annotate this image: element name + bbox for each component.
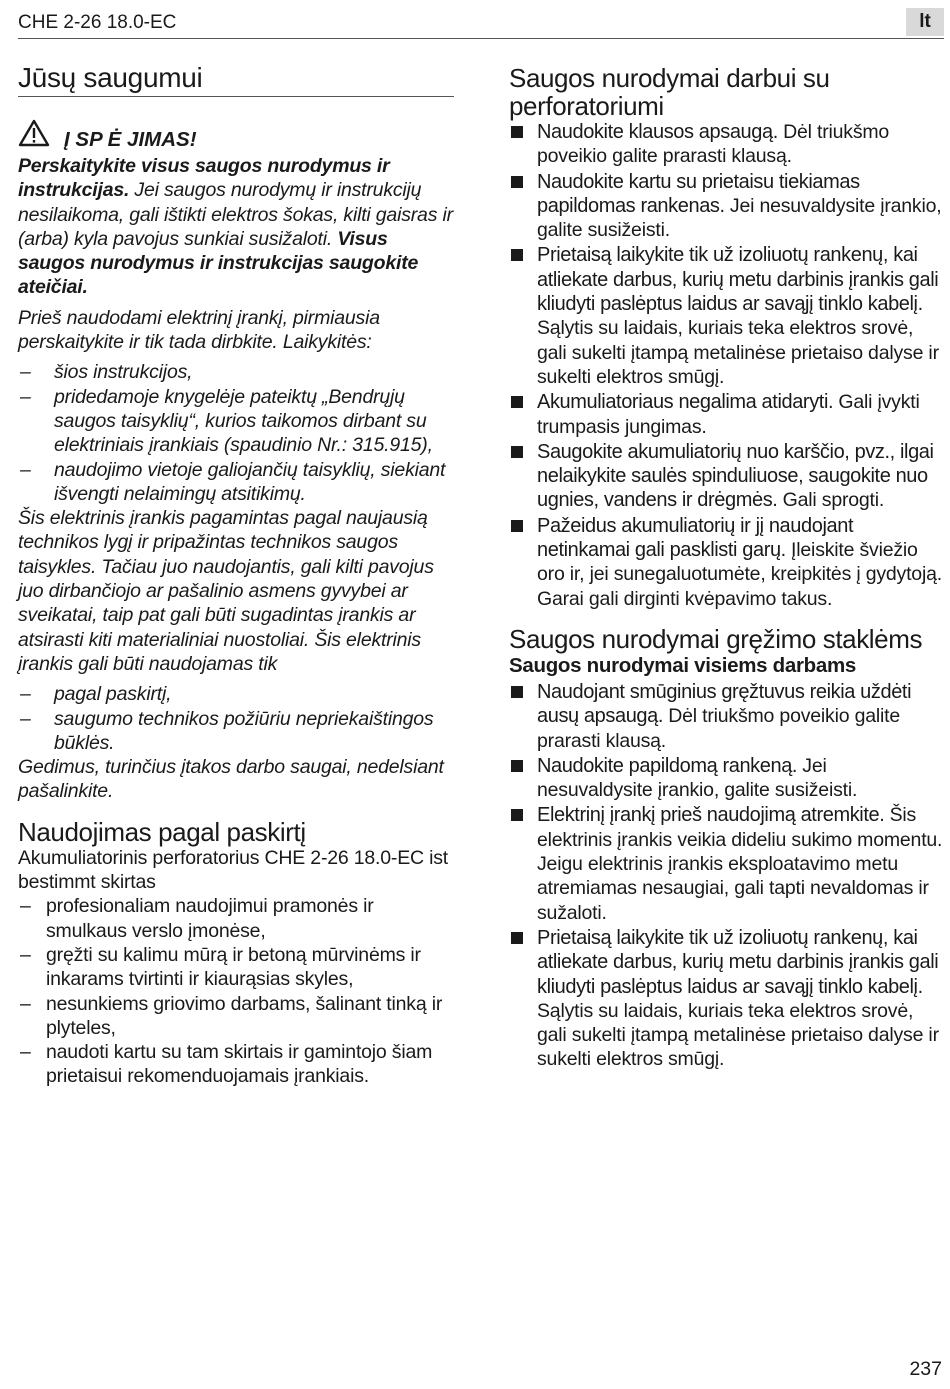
list-item: Saugokite akumuliatorių nuo karščio, pvz., ilgai nelaikykite saulės spinduliuose, saugokite nuo ugnies, vandens ir drėgmės. Gali sprogti. xyxy=(509,440,945,513)
list-item: Akumuliatoriaus negalima atidaryti. Gali įvykti trumpasis jungimas. xyxy=(509,390,945,439)
right-column xyxy=(509,64,945,1073)
warning-paragraph-2: Prieš naudodami elektrinį įrankį, pirmiausia perskaitykite ir tik tada dirbkite. Laikykitės: xyxy=(18,306,380,354)
page-number: 237 xyxy=(909,1358,942,1380)
drill-safety-title: Saugos nurodymai gręžimo staklėms xyxy=(509,623,923,654)
list-item: Naudokite papildomą rankeną. Jei nesuvaldysite įrankio, galite susižeisti. xyxy=(509,754,945,803)
hammer-safety-list xyxy=(509,120,945,611)
square-bullet-icon xyxy=(511,446,523,458)
warning-paragraph-4: Gedimus, turinčius įtakos darbo saugai, nedelsiant pašalinkite. xyxy=(18,756,444,803)
warning-heading: Į SP Ė JIMAS! xyxy=(64,128,197,151)
list-item: – naudoti kartu su tam skirtais ir gamintojo šiam prietaisui rekomenduojamais įrankiais. xyxy=(18,1040,454,1089)
square-bullet-icon xyxy=(511,809,523,821)
list-item: Prietaisą laikykite tik už izoliuotų rankenų, kai atliekate darbus, kurių metu darbinis įrankis gali kliudyti paslėptus laidus ar savąjį tinklo kabelį. Sąlytis su laidais, kuriais teka elektros srovė, gali sukelti įtampą metalinėse prietaiso dalyse ir sukelti elektros smūgį. xyxy=(509,243,945,389)
usage-list xyxy=(18,894,454,1088)
usage-condition-list xyxy=(18,682,454,755)
list-item: Elektrinį įrankį prieš naudojimą atremkite. Šis elektrinis įrankis veikia dideliu sukimo momentu. Jeigu elektrinis įrankis eksploatavimo metu atremiamas nesaugiai, gali tapti nevaldomas ir sužaloti. xyxy=(509,803,945,924)
list-item: – naudojimo vietoje galiojančių taisyklių, siekiant išvengti nelaimingų atsitikimų. xyxy=(18,458,454,507)
square-bullet-icon xyxy=(511,396,523,408)
usage-intro: Akumuliatorinis perforatorius CHE 2-26 18.0-EC ist bestimmt skirtas xyxy=(18,846,449,894)
list-item: Naudokite klausos apsaugą. Dėl triukšmo poveikio galite prarasti klausą. xyxy=(509,120,945,169)
list-item: – pagal paskirtį, xyxy=(18,682,454,706)
square-bullet-icon xyxy=(511,176,523,188)
list-item: Naudokite kartu su prietaisu tiekiamas papildomas rankenas. Jei nesuvaldysite įrankio, galite susižeisti. xyxy=(509,170,945,243)
square-bullet-icon xyxy=(511,686,523,698)
list-item: – profesionaliam naudojimui pramonės ir smulkaus verslo įmonėse, xyxy=(18,894,454,943)
page-header xyxy=(18,8,944,39)
warning-paragraph-1: Perskaitykite visus saugos nurodymus ir instrukcijas. Jei saugos nurodymų ir instrukcijų nesilaikoma, gali ištikti elektros šokas, kilti gaisras ir (arba) kyla pavojus sunkiai susižaloti. Visus saugos nurodymus ir instrukcijas saugokite ateičiai. xyxy=(18,155,453,299)
list-item: – saugumo technikos požiūriu nepriekaištingos būklės. xyxy=(18,707,454,756)
warning-triangle-icon xyxy=(18,119,50,152)
square-bullet-icon xyxy=(511,760,523,772)
list-item: Naudojant smūginius gręžtuvus reikia uždėti ausų apsaugą. Dėl triukšmo poveikio galite prarasti klausą. xyxy=(509,680,945,753)
square-bullet-icon xyxy=(511,249,523,261)
language-tag: lt xyxy=(906,8,944,36)
square-bullet-icon xyxy=(511,520,523,532)
list-item: – nesunkiems griovimo darbams, šalinant tinką ir plyteles, xyxy=(18,992,454,1041)
list-item: Pažeidus akumuliatorių ir jį naudojant netinkamai gali pasklisti garų. Įleiskite šviežio oro ir, jei sunegaluotumėte, kreipkitės į gydytoją. Garai gali dirginti kvėpavimo takus. xyxy=(509,514,945,611)
left-column xyxy=(18,62,454,1089)
list-item: Prietaisą laikykite tik už izoliuotų rankenų, kai atliekate darbus, kurių metu darbinis įrankis gali kliudyti paslėptus laidus ar savąjį tinklo kabelį. Sąlytis su laidais, kuriais teka elektros srovė, gali sukelti įtampą metalinėse prietaiso dalyse ir sukelti elektros smūgį. xyxy=(509,926,945,1072)
list-item: – gręžti su kalimu mūrą ir betoną mūrvinėms ir inkarams tvirtinti ir kiaurąsias skyles, xyxy=(18,943,454,992)
drill-safety-list xyxy=(509,680,945,1072)
list-item: – šios instrukcijos, xyxy=(18,360,454,384)
model-code: CHE 2-26 18.0-EC xyxy=(18,12,177,33)
hammer-safety-title: Saugos nurodymai darbui su perforatoriumi xyxy=(509,63,830,121)
drill-safety-subtitle: Saugos nurodymai visiems darbams xyxy=(509,653,856,677)
square-bullet-icon xyxy=(511,932,523,944)
warning-paragraph-3: Šis elektrinis įrankis pagamintas pagal naujausią technikos lygį ir pripažintas technikos saugos taisykles. Tačiau juo naudojantis, gali kilti pavojus juo dirbančiojo ar pašalinio asmens gyvybei ar sveikatai, taip pat gali būti sugadintas įrankis ar atsirasti kiti materialiniai nuostoliai. Šis elektrinis įrankis gali būti naudojamas tik xyxy=(18,507,434,675)
usage-title: Naudojimas pagal paskirtį xyxy=(18,816,306,847)
square-bullet-icon xyxy=(511,126,523,138)
safety-title: Jūsų saugumui xyxy=(18,62,454,97)
list-item: – pridedamoje knygelėje pateiktų „Bendrųjų saugos taisyklių“, kurios taikomos dirbant su elektriniais įrankiais (spaudinio Nr.: 315.915), xyxy=(18,385,454,458)
observe-list xyxy=(18,360,454,506)
warning-heading-row xyxy=(18,119,454,152)
